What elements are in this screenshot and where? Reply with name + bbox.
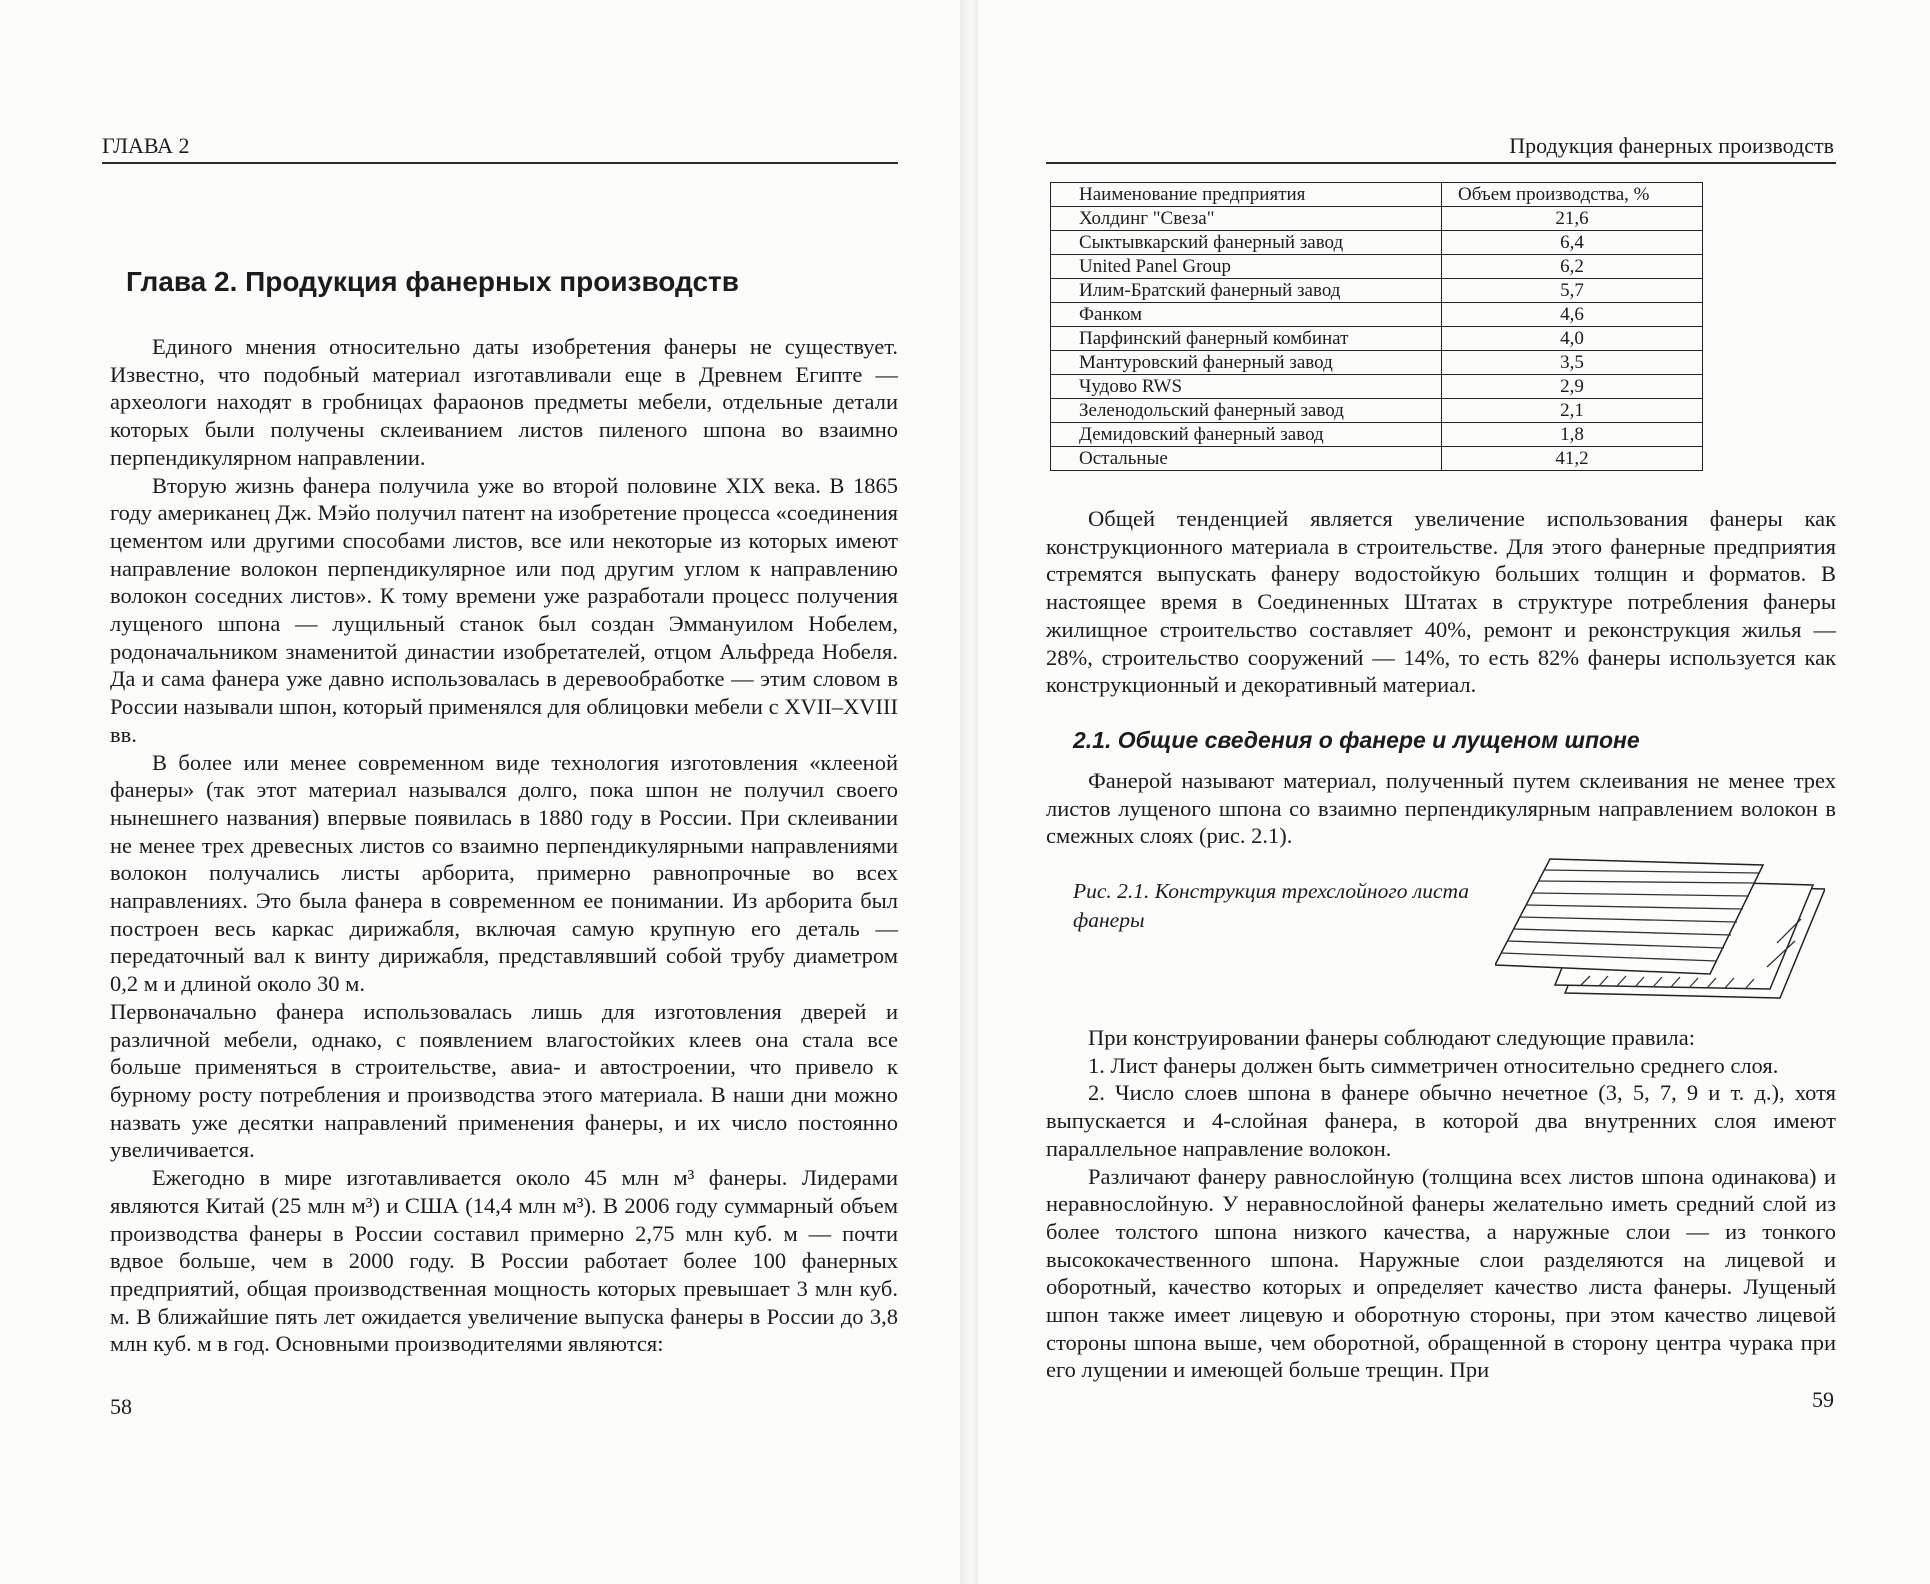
table-row xyxy=(1051,351,1703,375)
rule-item: 1. Лист фанеры должен быть симметричен относительно среднего слоя. xyxy=(1088,1052,1779,1078)
definition-text xyxy=(1046,767,1836,850)
company-cell: Сыктывкарский фанерный завод xyxy=(1051,231,1442,255)
company-cell: Фанком xyxy=(1051,303,1442,327)
company-cell: Холдинг "Свеза" xyxy=(1051,207,1442,231)
volume-cell: 5,7 xyxy=(1442,279,1703,303)
volume-cell: 3,5 xyxy=(1442,351,1703,375)
left-body-text xyxy=(110,333,898,1358)
page-number-left: 58 xyxy=(110,1394,132,1419)
table-row xyxy=(1051,279,1703,303)
company-cell: Чудово RWS xyxy=(1051,375,1442,399)
paragraph: Ежегодно в мире изготавливается около 45 млн м³ фанеры. Лидерами являются Китай (25 млн м³) и США (14,4 млн м³). В 2006 году суммарный объем производства фанеры в России составил примерно 2,75 млн куб. м — почти вдвое больше, чем в 2000 году. В России работает более 100 фанерных предприятий, общая производственная мощность которых превышает 3 млн куб. м. В ближайшие пять лет ожидается увеличение выпуска фанеры в России до 3,8 млн куб. м в год. Основными производителями являются: xyxy=(110,1165,898,1357)
company-cell: Зеленодольский фанерный завод xyxy=(1051,399,1442,423)
chapter-title: Глава 2. Продукция фанерных производств xyxy=(126,266,739,297)
volume-cell: 4,6 xyxy=(1442,303,1703,327)
plywood-diagram xyxy=(1495,855,1825,1013)
paragraph: Общей тенденцией является увеличение использования фанеры как конструкционного материала в строительстве. Для этого фанерные предприятия стремятся выпускать фанеру водостойкую больших толщин и форматов. В настоящее время в Соединенных Штатах в структуре потребления фанеры жилищное строительство составляет 40%, ремонт и реконструкция жилья — 28%, строительство сооружений — 14%, то есть 82% фанеры используется как конструкционный и декоративный материал. xyxy=(1046,506,1836,698)
section-title: 2.1. Общие сведения о фанере и лущеном шпоне xyxy=(1073,727,1640,753)
table-row xyxy=(1051,231,1703,255)
table-row xyxy=(1051,255,1703,279)
company-cell: United Panel Group xyxy=(1051,255,1442,279)
paragraph: В более или менее современном виде технология изготовления «клееной фанеры» (так этот материал назывался долго, пока шпон не получил своего нынешнего названия) впервые появилась в 1880 году в России. При склеивании не менее трех древесных листов со взаимно перпендикулярными направлениями волокон получались листы арборита, примерно равнопрочные во всех направлениях. Это была фанера в современном ее понимании. Из арборита был построен весь каркас дирижабля, включая самую крупную его деталь — передаточный вал к винту дирижабля, представлявший собой трубу диаметром 0,2 м и длиной около 30 м. xyxy=(110,749,898,997)
paragraph: Различают фанеру равнослойную (толщина всех листов шпона одинакова) и неравнослойную. У неравнослойной фанеры желательно иметь средний слой из более толстого шпона низкого качества, а наружные слои — из тонкого высококачественного шпона. Наружные слои разделяются на лицевой и оборотный, качество которых и определяет качество листа фанеры. Лущеный шпон также имеет лицевую и оборотную стороны, при этом качество лицевой стороны шпона выше, чем оборотной, обращенной в сторону центра чурака при его лущении и имеющей больше трещин. При xyxy=(1046,1163,1836,1383)
volume-cell: 41,2 xyxy=(1442,447,1703,471)
company-cell: Остальные xyxy=(1051,447,1442,471)
running-head-left: ГЛАВА 2 xyxy=(102,133,190,158)
table-row xyxy=(1051,375,1703,399)
column-header-company: Наименование предприятия xyxy=(1051,183,1442,207)
volume-cell: 2,9 xyxy=(1442,375,1703,399)
rules-intro: При конструировании фанеры соблюдают следующие правила: xyxy=(1088,1025,1695,1050)
paragraph: Единого мнения относительно даты изобретения фанеры не существует. Известно, что подобный материал изготавливали еще в Древнем Египте — археологи находят в гробницах фараонов предметы мебели, отдельные детали которых были получены склеиванием листов пиленого шпона во взаимно перпендикулярном направлении. xyxy=(110,334,898,470)
volume-cell: 6,4 xyxy=(1442,231,1703,255)
volume-cell: 6,2 xyxy=(1442,255,1703,279)
rule-item: 2. Число слоев шпона в фанере обычно нечетное (3, 5, 7, 9 и т. д.), хотя выпускается и 4-слойная фанера, в которой два внутренних слоя имеют параллельное направление волокон. xyxy=(1046,1080,1836,1161)
table-row xyxy=(1051,399,1703,423)
company-cell: Парфинский фанерный комбинат xyxy=(1051,327,1442,351)
header-rule-right xyxy=(1046,162,1836,164)
paragraph: Первоначально фанера использовалась лишь для изготовления дверей и различной мебели, однако, с появлением влагостойких клеев она стала все больше применяться в строительстве, авиа- и автостроении, что привело к бурному росту потребления и производства этого материала. В наши дни можно назвать уже десятки направлений применения фанеры, и их число постоянно увеличивается. xyxy=(110,998,898,1163)
volume-cell: 4,0 xyxy=(1442,327,1703,351)
volume-cell: 21,6 xyxy=(1442,207,1703,231)
company-cell: Мантуровский фанерный завод xyxy=(1051,351,1442,375)
page-number-right: 59 xyxy=(1812,1387,1834,1412)
book-gutter xyxy=(960,0,978,1584)
running-head-right: Продукция фанерных производств xyxy=(1509,133,1834,158)
company-cell: Илим-Братский фанерный завод xyxy=(1051,279,1442,303)
table-row xyxy=(1051,207,1703,231)
table-row xyxy=(1051,303,1703,327)
volume-cell: 1,8 xyxy=(1442,423,1703,447)
trend-text xyxy=(1046,505,1836,699)
paragraph: Вторую жизнь фанера получила уже во второй половине XIX века. В 1865 году американец Дж. Мэйо получил патент на изобретение процесса «соединения цементом или другими способами листов, все или некоторые из которых имеют направление волокон перпендикулярное или под другим углом к направлению волокон соседних листов». К тому времени уже разработали процесс получения лущеного шпона — лущильный станок был создан Эммануилом Нобелем, родоначальником знаменитой династии изобретателей, отцом Альфреда Нобеля. Да и сама фанера уже давно использовалась в деревообработке — этим словом в России называли шпон, который применялся для облицовки мебели с XVII–XVIII вв. xyxy=(110,472,898,747)
column-header-volume: Объем производства, % xyxy=(1442,183,1703,207)
company-cell: Демидовский фанерный завод xyxy=(1051,423,1442,447)
volume-cell: 2,1 xyxy=(1442,399,1703,423)
table-row xyxy=(1051,327,1703,351)
table-header-row xyxy=(1051,183,1703,207)
production-table xyxy=(1050,182,1703,471)
table-row xyxy=(1051,423,1703,447)
header-rule-left xyxy=(102,162,898,164)
figure-caption: Рис. 2.1. Конструкция трехслойного листа фанеры xyxy=(1073,879,1470,932)
paragraph: Фанерой называют материал, полученный путем склеивания не менее трех листов лущеного шпона со взаимно перпендикулярным направлением волокон в смежных слоях (рис. 2.1). xyxy=(1046,768,1836,849)
rules-text xyxy=(1046,1024,1836,1384)
table-row xyxy=(1051,447,1703,471)
